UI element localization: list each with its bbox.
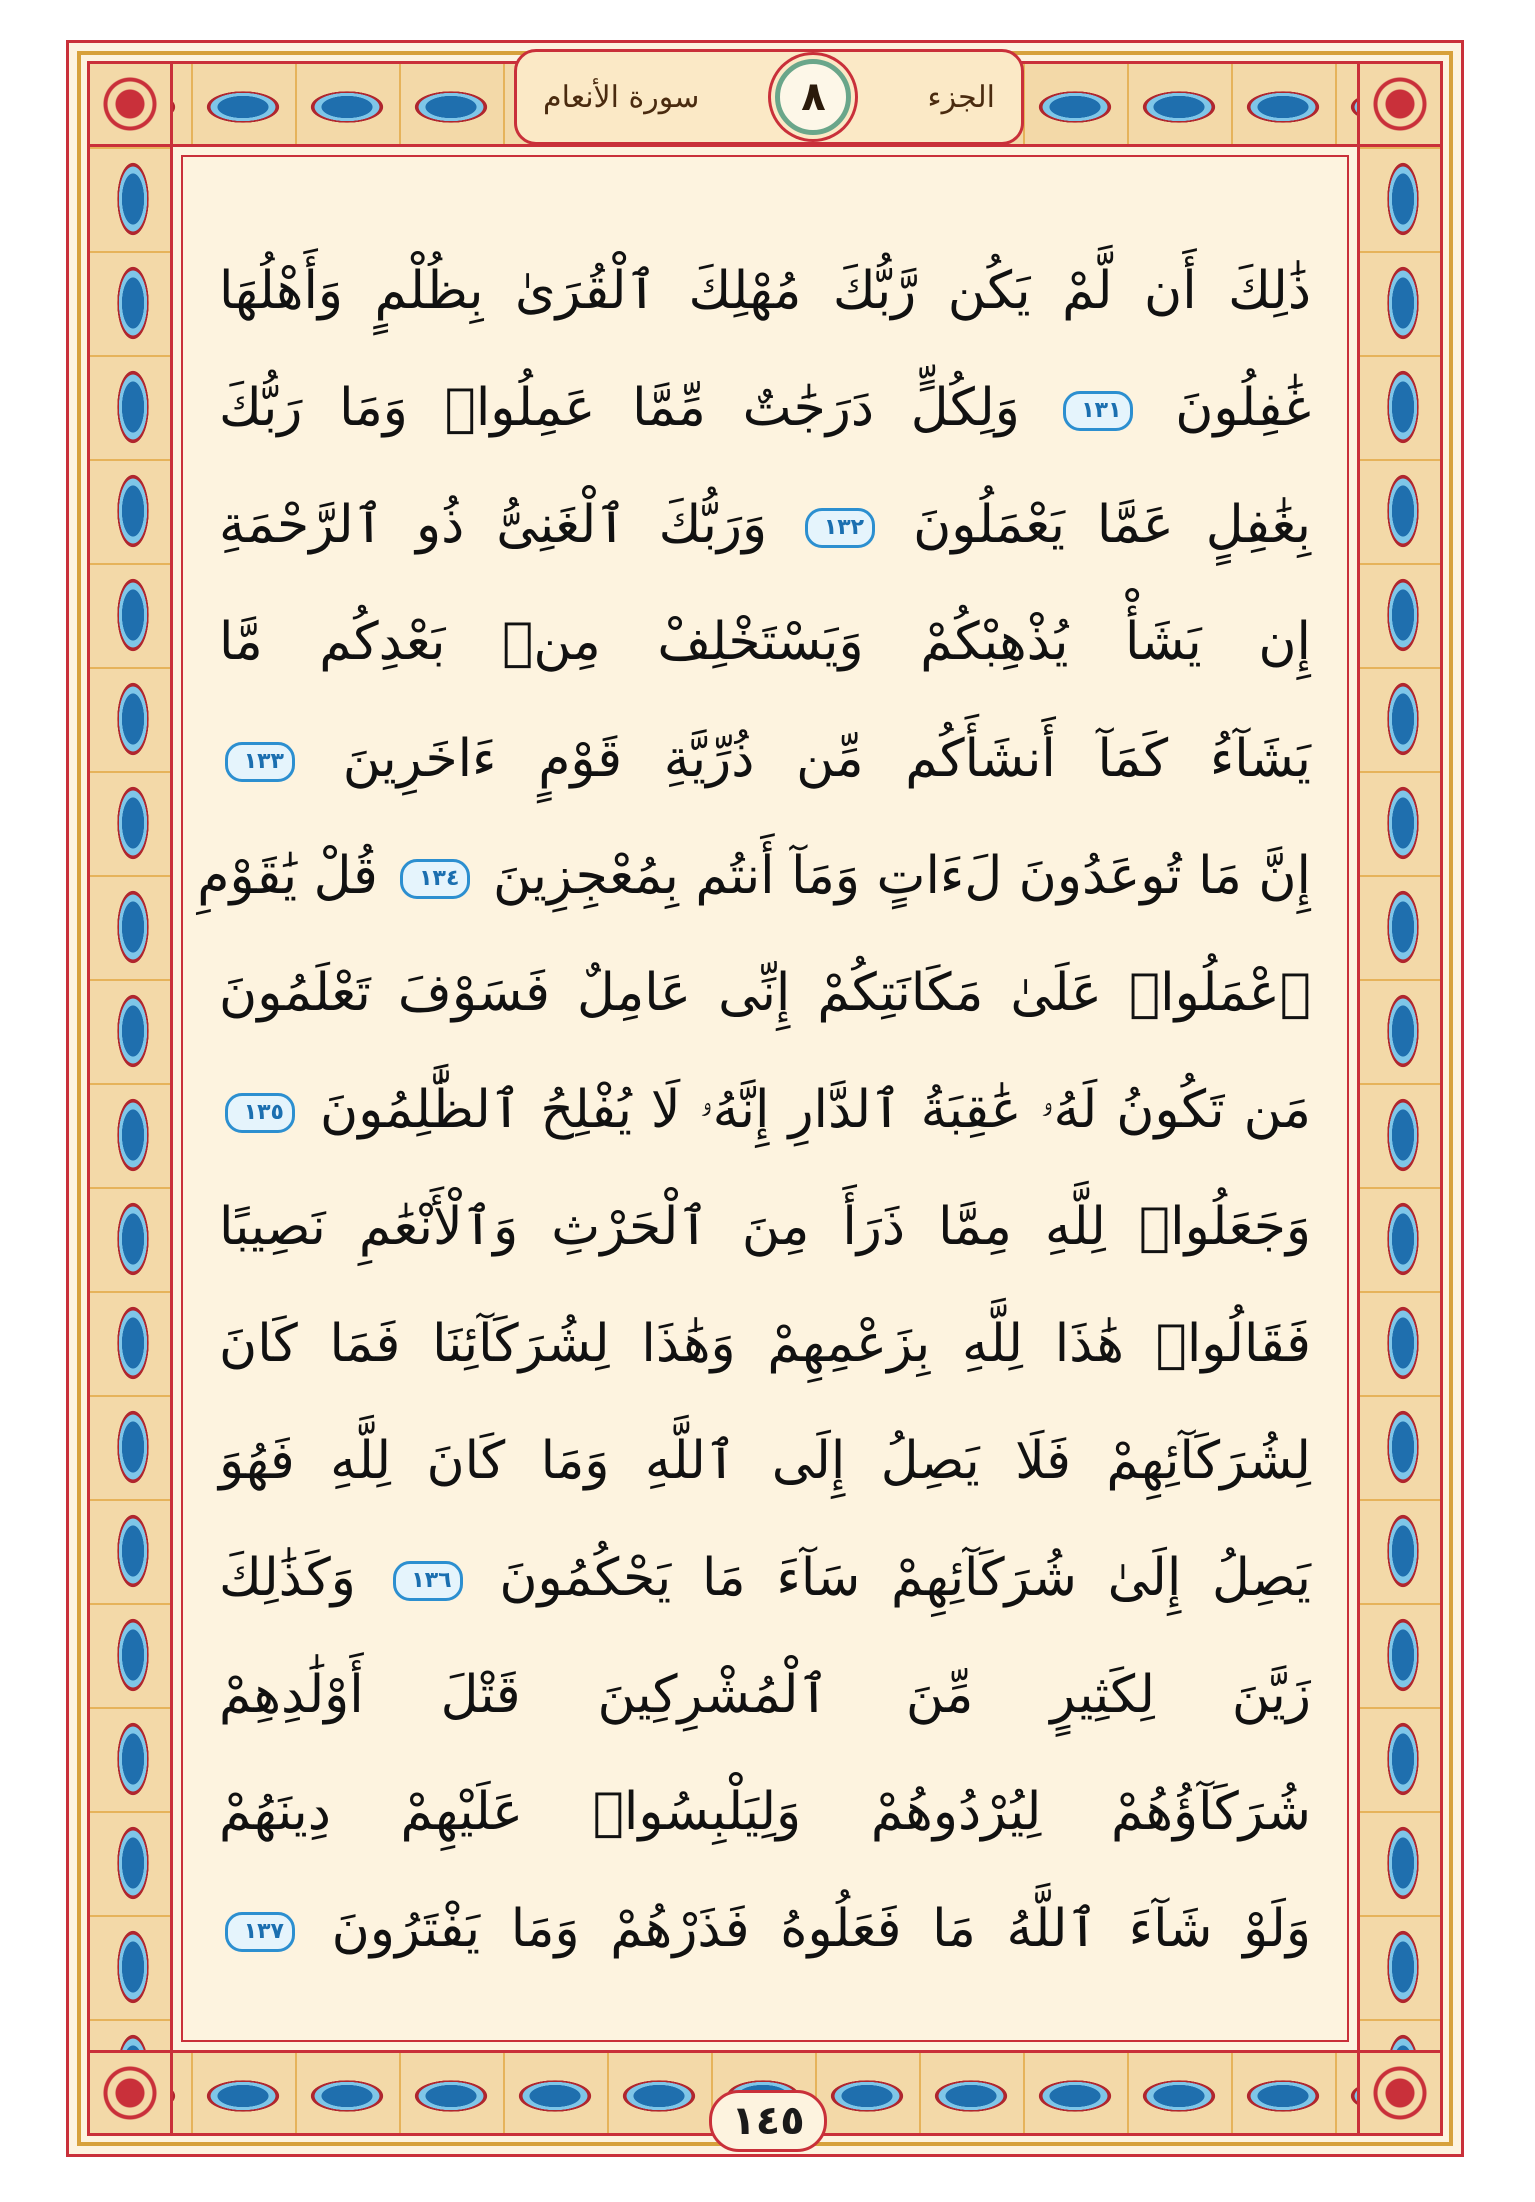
ayah-number-marker: ١٣٥	[225, 1093, 295, 1133]
verse-text: لِشُرَكَآئِهِمْ فَلَا يَصِلُ إِلَى ٱللَّهِ وَمَا كَانَ لِلَّهِ فَهُوَ	[219, 1431, 1311, 1491]
ayah-number-marker: ١٣٣	[225, 742, 295, 782]
ayah-number-marker: ١٣٤	[400, 859, 470, 899]
page-number: ١٤٥	[709, 2090, 827, 2152]
ayah-number-marker: ١٣٧	[225, 1912, 295, 1952]
verse-text: قُلْ يَٰقَوْمِ	[197, 846, 378, 906]
verse-line	[219, 1169, 1311, 1286]
verse-text: وَجَعَلُوا۟ لِلَّهِ مِمَّا ذَرَأَ مِنَ ٱلْحَرْثِ وَٱلْأَنْعَٰمِ نَصِيبًا	[219, 1197, 1311, 1257]
verse-line	[219, 1871, 1311, 1988]
verse-line	[219, 584, 1311, 701]
juz-number-medallion: ٨	[775, 59, 851, 135]
verse-text: إِن يَشَأْ يُذْهِبْكُمْ وَيَسْتَخْلِفْ مِنۢ بَعْدِكُم مَّا	[219, 612, 1311, 672]
verse-line	[219, 701, 1311, 818]
verse-line	[219, 233, 1311, 350]
verse-text: إِنَّ مَا تُوعَدُونَ لَءَاتٍ وَمَآ أَنتُم بِمُعْجِزِينَ	[492, 846, 1311, 906]
verse-text: مَن تَكُونُ لَهُۥ عَٰقِبَةُ ٱلدَّارِ إِنَّهُۥ لَا يُفْلِحُ ٱلظَّٰلِمُونَ	[320, 1080, 1312, 1140]
verse-text: بِغَٰفِلٍ عَمَّا يَعْمَلُونَ	[913, 495, 1312, 555]
page-header	[514, 49, 1024, 145]
verse-line	[219, 1637, 1311, 1754]
corner-rosette-icon	[87, 61, 173, 147]
verse-text: وَلَوْ شَآءَ ٱللَّهُ مَا فَعَلُوهُ فَذَرْهُمْ وَمَا يَفْتَرُونَ	[331, 1899, 1311, 1959]
verse-text: زَيَّنَ لِكَثِيرٍ مِّنَ ٱلْمُشْرِكِينَ قَتْلَ أَوْلَٰدِهِمْ	[219, 1665, 1311, 1725]
verse-text: وَلِكُلٍّ دَرَجَٰتٌ مِّمَّا عَمِلُوا۟ وَمَا رَبُّكَ	[219, 378, 1020, 438]
verse-line	[197, 818, 1311, 935]
verse-text: يَشَآءُ كَمَآ أَنشَأَكُم مِّن ذُرِّيَّةِ قَوْمٍ ءَاخَرِينَ	[342, 729, 1311, 789]
verse-line	[219, 1403, 1311, 1520]
verse-lines	[197, 233, 1312, 1988]
verse-line	[219, 1754, 1311, 1871]
verse-line	[219, 1520, 1311, 1637]
verse-line	[219, 467, 1311, 584]
corner-rosette-icon	[1357, 2050, 1443, 2136]
verse-line	[219, 1286, 1311, 1403]
surah-name: سورة الأنعام	[543, 79, 700, 115]
verse-text: فَقَالُوا۟ هَٰذَا لِلَّهِ بِزَعْمِهِمْ وَهَٰذَا لِشُرَكَآئِنَا فَمَا كَانَ	[219, 1314, 1311, 1374]
frame-border-left	[87, 147, 173, 2050]
frame-border-right	[1357, 147, 1443, 2050]
juz-label: الجزء	[927, 79, 995, 115]
verse-text: وَرَبُّكَ ٱلْغَنِىُّ ذُو ٱلرَّحْمَةِ	[219, 495, 768, 555]
verse-line	[219, 1052, 1311, 1169]
corner-rosette-icon	[87, 2050, 173, 2136]
verse-text: ذَٰلِكَ أَن لَّمْ يَكُن رَّبُّكَ مُهْلِكَ ٱلْقُرَىٰ بِظُلْمٍ وَأَهْلُهَا	[219, 261, 1311, 321]
verse-line	[219, 350, 1311, 467]
ayah-number-marker: ١٣٢	[805, 508, 875, 548]
verse-text: شُرَكَآؤُهُمْ لِيُرْدُوهُمْ وَلِيَلْبِسُوا۟ عَلَيْهِمْ دِينَهُمْ	[219, 1782, 1311, 1842]
ayah-number-marker: ١٣١	[1063, 391, 1133, 431]
verse-text: غَٰفِلُونَ	[1175, 378, 1311, 438]
corner-rosette-icon	[1357, 61, 1443, 147]
verse-text: وَكَذَٰلِكَ	[219, 1548, 356, 1608]
mushaf-page	[66, 40, 1464, 2157]
verse-line	[219, 935, 1311, 1052]
verse-text: يَصِلُ إِلَىٰ شُرَكَآئِهِمْ سَآءَ مَا يَحْكُمُونَ	[499, 1548, 1311, 1608]
verse-text: ٱعْمَلُوا۟ عَلَىٰ مَكَانَتِكُمْ إِنِّى عَامِلٌ فَسَوْفَ تَعْلَمُونَ	[219, 963, 1311, 1023]
ayah-number-marker: ١٣٦	[393, 1561, 463, 1601]
